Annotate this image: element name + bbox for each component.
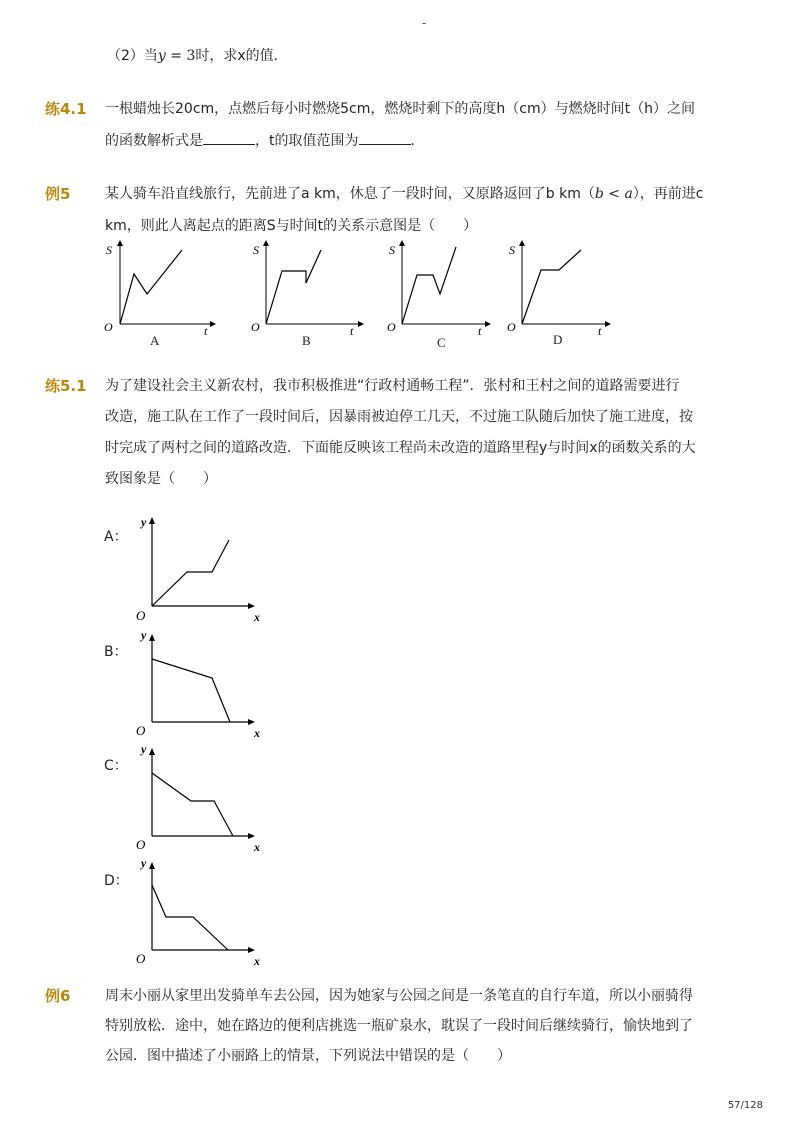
ex5-line1b: ），再前进c [632, 186, 704, 202]
graph-c-s-label: S [389, 243, 395, 257]
option-a-label: A： [104, 529, 128, 545]
answer-blank-1 [203, 131, 255, 145]
ex51-graph-b [130, 627, 270, 742]
ex5-graph-a [100, 238, 220, 348]
graph-a-o: O [136, 608, 146, 623]
ex5-label: 例5 [45, 185, 71, 203]
ex41-label: 练4.1 [45, 100, 87, 118]
graph-b-y-label: y [141, 628, 147, 642]
option-b-label: B： [104, 644, 128, 660]
graph-a-x-label: x [254, 610, 260, 624]
ex5-graph-c [385, 238, 505, 348]
ex5-graph-b [248, 238, 368, 348]
graph-c-origin: O [387, 320, 396, 334]
ex5-graph-d [505, 238, 625, 348]
q2-prefix: （2）当 [107, 48, 158, 64]
graph-d-o: O [136, 951, 146, 966]
ex51-line1: 为了建设社会主义新农村，我市积极推进“行政村通畅工程”．张村和王村之间的道路需要进行 [105, 378, 680, 394]
graph-a-y-label: y [141, 515, 147, 529]
ex41-line2b: ，t的取值范围为 [255, 133, 359, 149]
option-c-label: C： [104, 758, 128, 774]
graph-c-x-label: x [254, 840, 260, 854]
ex41-line2 [105, 131, 425, 151]
graph-a-origin: O [104, 320, 113, 334]
graph-b-origin: O [251, 320, 260, 334]
ex5-line1a: 某人骑车沿直线旅行，先前进了a km，休息了一段时间，又原路返回了b km（ [105, 186, 595, 202]
ex51-line3: 时完成了两村之间的道路改造．下面能反映该工程尚未改造的道路里程y与时间x的函数关系的大 [105, 440, 696, 456]
graph-d-y-label: y [141, 856, 147, 870]
q2-line [107, 46, 288, 66]
graph-b-o: O [136, 723, 146, 738]
answer-blank-2 [359, 131, 411, 145]
graph-c-y-label: y [141, 742, 147, 756]
header-mark: - [422, 16, 427, 30]
ex51-label: 练5.1 [45, 377, 87, 395]
graph-a-s-label: S [106, 243, 112, 257]
graph-d-caption: D [553, 332, 563, 347]
ex41-line2a: 的函数解析式是 [105, 133, 203, 149]
q2-suffix: 时，求x的值． [195, 48, 288, 64]
ex6-line3: 公园．图中描述了小丽路上的情景，下列说法中错误的是（ ） [105, 1048, 511, 1064]
q2-eq: = 3 [165, 48, 196, 64]
graph-d-origin: O [507, 320, 516, 334]
ex41-line1: 一根蜡烛长20cm，点燃后每小时燃烧5cm，燃烧时剩下的高度h（cm）与燃烧时间t（h）之间 [105, 101, 695, 117]
ex5-cond: b < a [594, 186, 633, 202]
ex6-line1: 周末小丽从家里出发骑单车去公园，因为她家与公园之间是一条笔直的自行车道，所以小丽骑得 [105, 988, 693, 1004]
q2-var: y [157, 48, 166, 64]
ex51-graph-d [130, 855, 270, 970]
graph-c-o: O [136, 837, 146, 852]
graph-d-t-label: t [598, 324, 602, 338]
ex5-line1 [105, 184, 704, 204]
graph-a-t-label: t [204, 324, 208, 338]
graph-b-s-label: S [253, 243, 259, 257]
ex51-graph-c [130, 741, 270, 856]
graph-a-caption: A [150, 333, 160, 348]
page-number: 57/128 [727, 1100, 763, 1111]
option-d-label: D： [104, 873, 129, 889]
graph-c-t-label: t [478, 324, 482, 338]
ex51-line4: 致图象是（ ） [105, 471, 217, 487]
graph-d-x-label: x [254, 954, 260, 968]
ex5-line2: km，则此人离起点的距离S与时间t的关系示意图是（ ） [105, 218, 478, 234]
graph-b-t-label: t [350, 324, 354, 338]
ex51-graph-a [130, 510, 270, 625]
ex6-label: 例6 [45, 987, 71, 1005]
ex6-line2: 特别放松．途中，她在路边的便利店挑选一瓶矿泉水，耽误了一段时间后继续骑行，愉快地到了 [105, 1018, 693, 1034]
graph-b-x-label: x [254, 726, 260, 740]
graph-d-s-label: S [509, 243, 515, 257]
graph-c-caption: C [437, 335, 446, 350]
ex41-line2c: ． [410, 133, 425, 149]
graph-b-caption: B [302, 333, 311, 348]
ex51-line2: 改造，施工队在工作了一段时间后，因暴雨被迫停工几天，不过施工队随后加快了施工进度，按 [105, 409, 693, 425]
